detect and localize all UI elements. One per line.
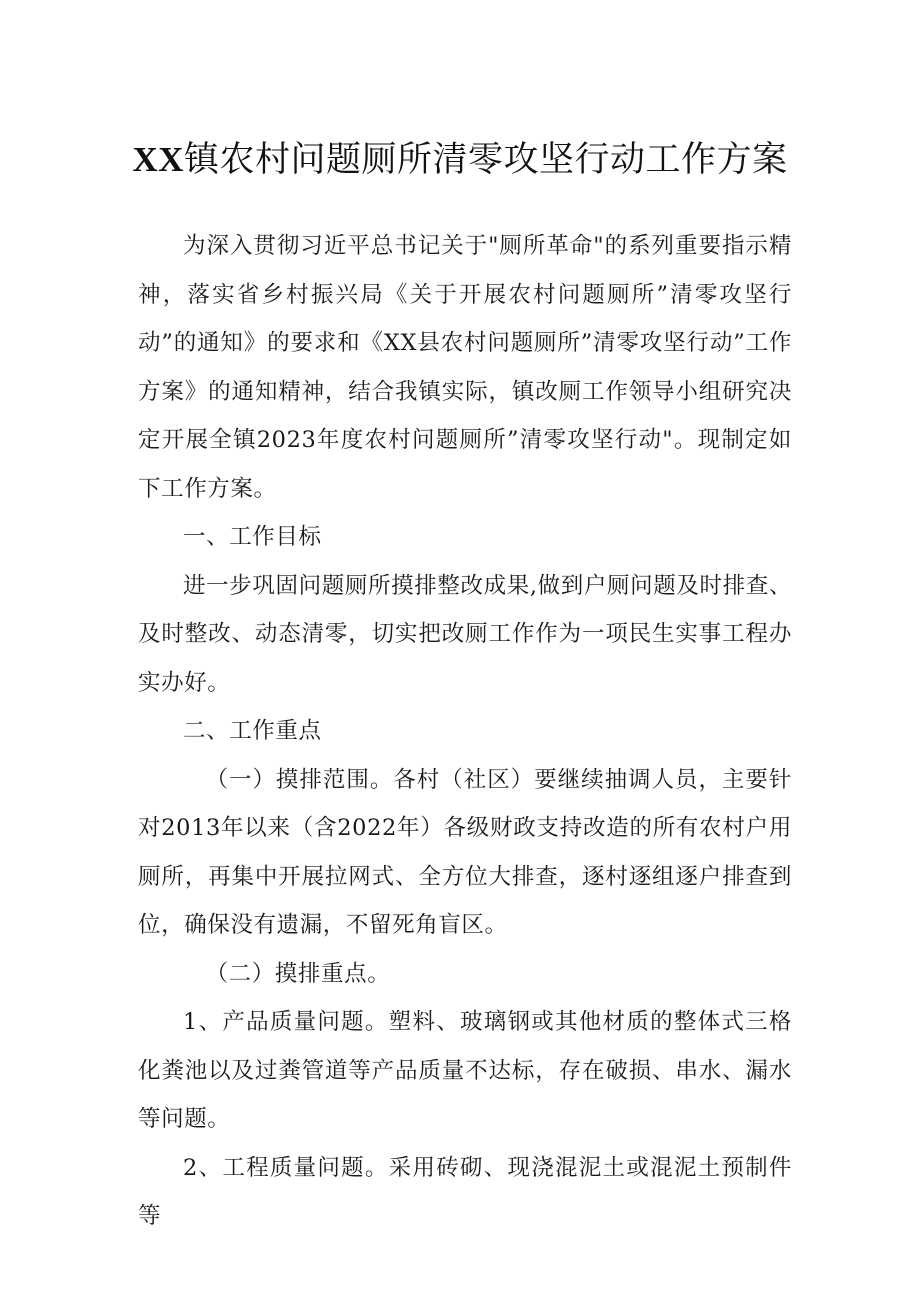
section-heading-goals: 一、工作目标	[183, 524, 322, 550]
paragraph-intro: 为深入贯彻习近平总书记关于"厕所革命"的系列重要指示精神，落实省乡村振兴局《关于开展农村问题厕所”清零攻坚行动”的通知》的要求和《XX县农村问题厕所”清零攻坚行动”工作方案》的通知精神，结合我镇实际，镇改厕工作领导小组研究决定开展全镇2023年度农村问题厕所”清零攻坚行动"。现制定如下工作方案。	[138, 233, 792, 502]
subsection-focus: （二）摸排重点。	[205, 960, 391, 987]
list-item-product-quality: 1、产品质量问题。塑料、玻璃钢或其他材质的整体式三格化粪池以及过粪管道等产品质量不达标，存在破损、串水、漏水等问题。	[138, 1009, 792, 1132]
title-main: 镇农村问题厕所清零攻坚行动工作方案	[184, 140, 788, 180]
paragraph-goals: 进一步巩固问题厕所摸排整改成果,做到户厕问题及时排查、及时整改、动态清零，切实把改厕工作作为一项民生实事工程办实办好。	[138, 572, 792, 696]
list-item-engineering-quality: 2、工程质量问题。采用砖砌、现浇混泥土或混泥土预制件等	[138, 1154, 792, 1229]
document-body	[138, 222, 792, 1241]
section-heading-focus: 二、工作重点	[183, 718, 322, 744]
title-prefix: XX	[132, 140, 185, 179]
subsection-scope: （一）摸排范围。各村（社区）要继续抽调人员，主要针对2013年以来（含2022年）各级财政支持改造的所有农村户用厕所，再集中开展拉网式、全方位大排查，逐村逐组逐户排查到位，确保没有遗漏，不留死角盲区。	[138, 766, 792, 938]
document-title	[0, 134, 920, 186]
